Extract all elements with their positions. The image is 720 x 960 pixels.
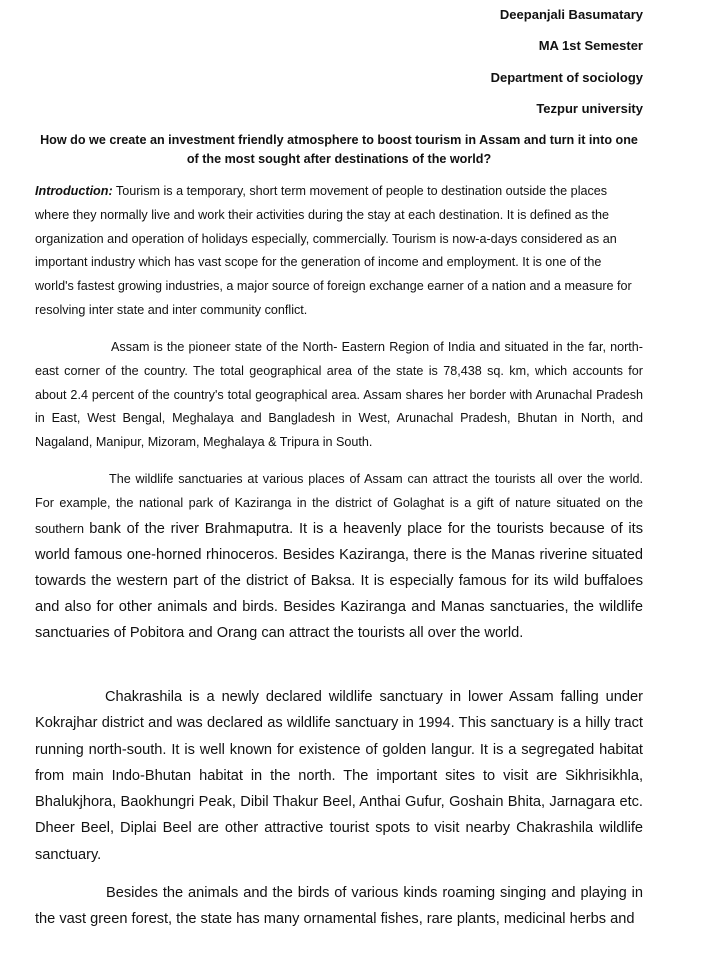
- paragraph-wildlife: [35, 468, 643, 646]
- semester: MA 1st Semester: [538, 38, 643, 53]
- university: Tezpur university: [536, 101, 643, 116]
- paragraph-wildlife-small: The wildlife sanctuaries at various places of Assam can attract the tourists all over the world. For example, the national park of Kaziranga in the district of Golaghat is a gift of nature situated on the southern: [35, 472, 643, 536]
- author-name: Deepanjali Basumatary: [499, 7, 643, 22]
- paragraph-wildlife-large: bank of the river Brahmaputra. It is a heavenly place for the tourists because of its world famous one-horned rhinoceros. Besides Kaziranga, there is the Manas riverine situated towards the western part of the district of Baksa. It is especially famous for its wild buffaloes and also for other animals and birds. Besides Kaziranga and Manas sanctuaries, the wildlife sanctuaries of Pobitora and Orang can attract the tourists all over the world.: [35, 520, 643, 641]
- intro-paragraph: [35, 180, 643, 323]
- paragraph-flora: Besides the animals and the birds of various kinds roaming singing and playing in the vast green forest, the state has many ornamental fishes, rare plants, medicinal herbs and: [35, 885, 643, 928]
- department: Department of sociology: [490, 70, 643, 85]
- paragraph-chakrashila: Chakrashila is a newly declared wildlife sanctuary in lower Assam falling under Kokrajhar district and was declared as wildlife sanctuary in 1994. This sanctuary is a hilly tract running north-south. It is well known for existence of golden langur. It is a segregated habitat from main Indo-Bhutan habitat in the north. The important sites to visit are Sikhrisikhla, Bhalukjhora, Baokhungri Peak, Dibil Thakur Beel, Anthai Gufur, Goshain Bhita, Jarnagara etc. Dheer Beel, Diplai Beel are other attractive tourist spots to visit nearby Chakrashila wildlife sanctuary.: [35, 689, 643, 863]
- intro-lead: Introduction:: [35, 184, 113, 198]
- essay-title: How do we create an investment friendly atmosphere to boost tourism in Assam and turn it into one of the most sought after destinations of the world?: [40, 133, 638, 166]
- paragraph-geography: Assam is the pioneer state of the North- Eastern Region of India and situated in the far, north-east corner of the country. The total geographical area of the state is 78,438 sq. km, which accounts for about 2.4 percent of the country's total geographical area. Assam shares her border with Arunachal Pradesh in East, West Bengal, Meghalaya and Bangladesh in West, Arunachal Pradesh, Bhutan in North, and Nagaland, Manipur, Mizoram, Meghalaya & Tripura in South.: [35, 340, 643, 450]
- intro-text: Tourism is a temporary, short term movement of people to destination outside the places where they normally live and work their activities during the stay at each destination. It is defined as the organization and operation of holidays especially, commercially. Tourism is now-a-days considered as an important industry which has vast scope for the generation of income and employment. It is one of the world's fastest growing industries, a major source of foreign exchange earner of a nation and a measure for resolving inter state and inter community conflict.: [35, 184, 632, 317]
